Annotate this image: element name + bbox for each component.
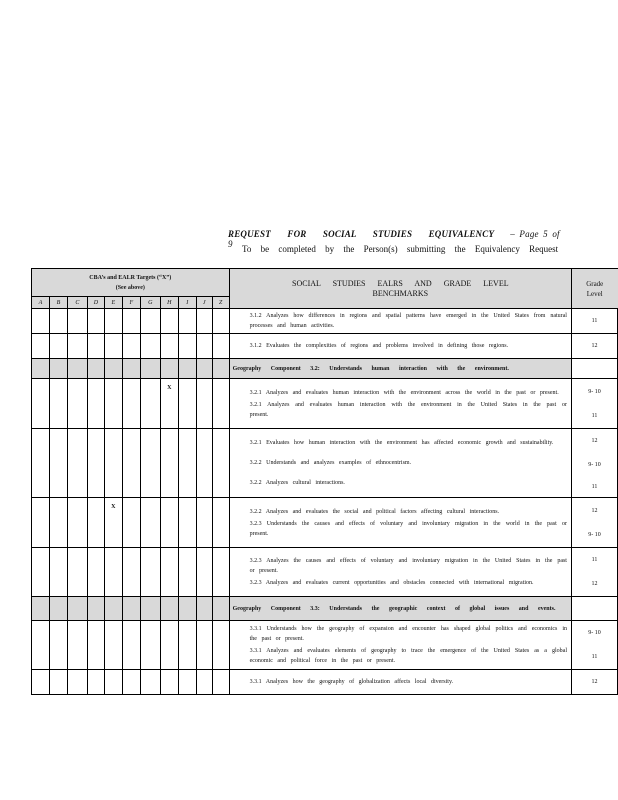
benchmark-text: 3.2.1 Analyzes and evaluates human interaction with the environment across the world in the past or present. <box>249 389 559 396</box>
benchmark-text: 3.2.1 Evaluates how human interaction with the environment has affected economic growth and sustainability. <box>249 440 554 446</box>
grade-header-line1: Grade <box>586 279 604 288</box>
targets-header <box>32 269 230 297</box>
grade-cell <box>571 379 617 429</box>
benchmark-text: 3.2.2 Understands and analyzes examples of ethnocentrism. <box>249 460 412 466</box>
form-subtitle: To be completed by the Person(s) submitting the Equivalency Request <box>242 244 559 254</box>
col-letter-g: G <box>140 297 160 309</box>
component-row <box>32 359 618 379</box>
benchmarks-table <box>31 268 618 695</box>
table-row <box>32 621 618 670</box>
benchmark-cell <box>229 548 571 597</box>
grade-text: 11 <box>591 654 598 660</box>
benchmarks-header-line2: BENCHMARKS <box>372 288 429 298</box>
benchmark-text: 3.3.1 Analyzes and evaluates elements of geography to trace the emergence of the United States as a global economic and political force in the past or present. <box>249 648 567 664</box>
grade-text: 12 <box>591 679 598 685</box>
grade-cell <box>571 548 617 597</box>
benchmark-cell <box>229 670 571 695</box>
benchmark-cell <box>229 334 571 359</box>
table-row <box>32 670 618 695</box>
col-letter-d: D <box>87 297 104 309</box>
grade-text: 9- 10 <box>588 531 601 538</box>
table-header-row <box>32 269 618 297</box>
grade-text: 9- 10 <box>588 462 601 468</box>
page-number: – Page 5 of 9 <box>228 229 560 249</box>
grade-header-line2: Level <box>586 289 603 298</box>
col-letter-a: A <box>32 297 50 309</box>
benchmark-cell <box>229 621 571 670</box>
benchmark-cell <box>229 429 571 498</box>
form-title: REQUEST FOR SOCIAL STUDIES EQUIVALENCY <box>228 229 494 239</box>
component-row <box>32 597 618 621</box>
grade-text: 12 <box>591 507 598 514</box>
grade-header <box>571 269 617 309</box>
grade-text: 11 <box>591 318 598 324</box>
benchmark-cell <box>229 379 571 429</box>
grade-cell <box>571 309 617 334</box>
grade-text: 12 <box>591 343 598 349</box>
grade-text: 12 <box>591 438 598 444</box>
benchmark-text: 3.2.2 Analyzes cultural interactions. <box>249 480 345 486</box>
col-letter-f: F <box>122 297 140 309</box>
benchmark-text: 3.1.2 Analyzes how differences in regions and spatial patterns have emerged in the United States from natural processes and human activities. <box>249 313 567 329</box>
table-row <box>32 309 618 334</box>
col-letter-e: E <box>104 297 122 309</box>
grade-text: 9- 10 <box>588 388 601 395</box>
col-letter-i: I <box>178 297 196 309</box>
col-letter-h: H <box>160 297 178 309</box>
grade-text: 12 <box>591 581 598 587</box>
col-letter-b: B <box>49 297 67 309</box>
benchmark-text: 3.3.1 Analyzes how the geography of globalization affects local diversity. <box>249 679 454 685</box>
grade-cell <box>571 498 617 548</box>
benchmark-cell <box>229 498 571 548</box>
grade-cell <box>571 621 617 670</box>
component-heading: Geography Component 3.3: Understands the geographic context of global issues and events. <box>229 597 571 621</box>
benchmark-text: 3.1.2 Evaluates the complexities of regions and problems involved in defining those regions. <box>249 343 509 349</box>
table-row <box>32 334 618 359</box>
benchmark-cell <box>229 309 571 334</box>
target-mark-h: X <box>160 379 178 429</box>
grade-text: 11 <box>591 412 598 419</box>
table-row <box>32 548 618 597</box>
grade-text: 9- 10 <box>588 630 601 636</box>
grade-text: 11 <box>591 557 598 563</box>
targets-header-line1: CBA’s and EALR Targets (“X”) <box>89 274 172 281</box>
benchmark-text: 3.2.3 Analyzes and evaluates current opportunities and obstacles connected with international migration. <box>249 580 534 586</box>
targets-header-line2: (See above) <box>115 284 145 291</box>
component-heading: Geography Component 3.2: Understands human interaction with the environment. <box>229 359 571 379</box>
grade-cell <box>571 670 617 695</box>
col-letter-c: C <box>67 297 87 309</box>
table-row <box>32 429 618 498</box>
benchmark-text: 3.2.3 Analyzes the causes and effects of voluntary and involuntary migration in the United States in the past or present. <box>249 558 567 574</box>
col-letter-j: J <box>196 297 212 309</box>
benchmark-text: 3.2.3 Understands the causes and effects of voluntary and involuntary migration in the world in the past or present. <box>249 520 567 537</box>
grade-cell <box>571 334 617 359</box>
benchmarks-header-line1: SOCIAL STUDIES EALRS AND GRADE LEVEL <box>292 278 509 288</box>
table-row <box>32 498 618 548</box>
benchmark-text: 3.2.2 Analyzes and evaluates the social and political factors affecting cultural interactions. <box>249 508 500 515</box>
grade-text: 11 <box>591 484 598 490</box>
col-letter-z: Z <box>212 297 229 309</box>
benchmark-text: 3.3.1 Understands how the geography of expansion and encounter has shaped global politics and economics in the past or present. <box>249 626 567 642</box>
table-row <box>32 379 618 429</box>
target-mark-e: X <box>104 498 122 548</box>
grade-cell <box>571 429 617 498</box>
benchmark-text: 3.2.1 Analyzes and evaluates human interaction with the environment in the United States in the past or present. <box>249 401 567 418</box>
benchmarks-header <box>229 269 571 309</box>
